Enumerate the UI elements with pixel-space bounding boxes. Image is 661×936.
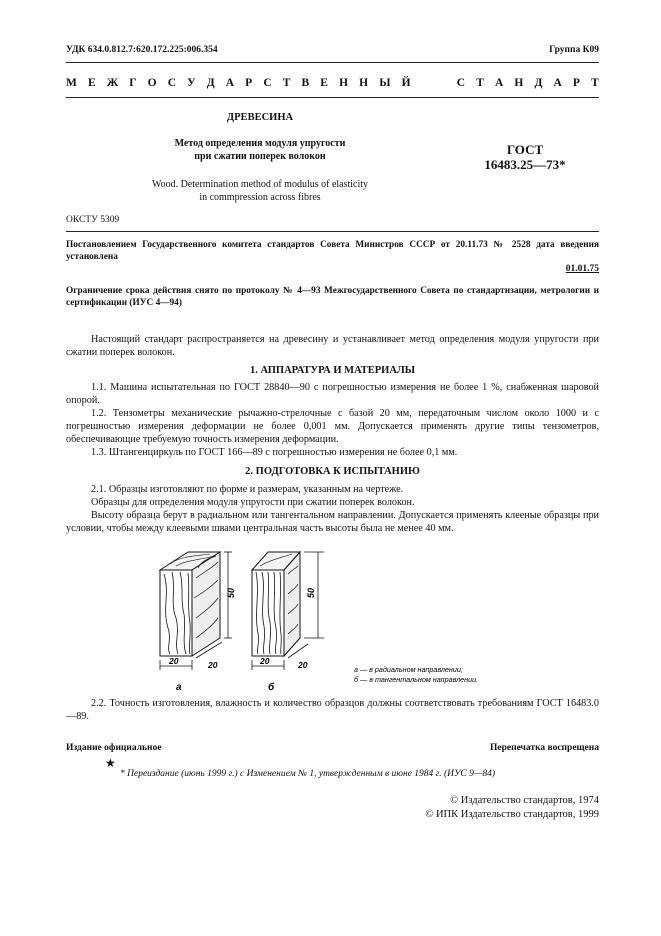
dim-depth-a: 20 <box>208 660 218 670</box>
group-code: Группа К09 <box>549 45 599 55</box>
reissue-note: * Переиздание (июнь 1999 г.) с Изменением № 1, утвержденным в июне 1984 г. (ИУС 9—84) <box>120 769 495 779</box>
banner-rule <box>66 97 599 98</box>
section1-body: 1.1. Машина испытательная по ГОСТ 28840—90 с погрешностью измерения не более 1 %, снабженная шаровой опорой. 1.2. Тензометры механические рычажно-стрелочные с базой 20 мм, передаточным числом около 1000 и с погрешностью измерения деформации не более 0,001 мм. Допускается применять другие типы тензометров, обеспечивающие требуемую точность измерения деформации. 1.3. Штангенциркуль по ГОСТ 166—89 с погрешностью измерения не более 0,1 мм. <box>66 382 599 458</box>
dim-height-b: 50 <box>306 587 316 598</box>
title-rule <box>66 231 599 232</box>
specimen-figure <box>140 548 520 698</box>
decree-text: Постановлением Государственного комитета стандартов Совета Министров СССР от 20.11.73 № 2528 дата введения установлена <box>66 240 599 262</box>
dim-height-a: 50 <box>226 587 236 598</box>
section1-heading: 1. АППАРАТУРА И МАТЕРИАЛЫ <box>249 365 416 376</box>
dim-width-a: 20 <box>169 656 179 666</box>
section2-final: 2.2. Точность изготовления, влажность и количество образцов должны соответствовать требованиям ГОСТ 16483.0—89. <box>66 698 599 722</box>
gost-number: ГОСТ 16483.25—73* <box>484 142 566 172</box>
limitation-text: Ограничение срока действия снято по протоколу № 4—93 Межгосударственного Совета по стандартизации, метрологии и сертификации (ИУС 4—94) <box>66 286 599 308</box>
label-b: б <box>268 682 275 693</box>
intro-paragraph: Настоящий стандарт распространяется на древесину и устанавливает метод определения модуля упругости при сжатии поперек волокон. <box>66 334 599 358</box>
legend-b: б — в тангентальном направлении. <box>354 675 479 684</box>
document-subject: ДРЕВЕСИНА <box>226 112 294 123</box>
copyright-1974: © Издательство стандартов, 1974 <box>450 795 599 806</box>
okstu-code: ОКСТУ 5309 <box>66 215 120 225</box>
specimen-b <box>252 552 300 656</box>
label-a: а <box>176 682 182 693</box>
standard-banner: М Е Ж Г О С У Д А Р С Т В Е Н Н Ы Й С Т А Н Д А Р Т <box>66 77 599 89</box>
star-icon: ★ <box>105 756 116 770</box>
official-edition: Издание официальное <box>66 743 162 753</box>
copyright-1999: © ИПК Издательство стандартов, 1999 <box>425 809 599 820</box>
header-rule <box>66 62 599 63</box>
decree-date: 01.01.75 <box>565 264 599 274</box>
dim-width-b: 20 <box>260 656 270 666</box>
section2-body: 2.1. Образцы изготовляют по форме и размерам, указанным на чертеже. Образцы для определения модуля упругости при сжатии поперек волокон. Высоту образца берут в радиальном или тангентальном направлении. Допускается применять клееные образцы при условии, чтобы между клеевыми швами центральная часть высоты была не менее 40 мм. <box>66 484 599 534</box>
reprint-prohibited: Перепечатка воспрещена <box>489 743 599 753</box>
section2-heading: 2. ПОДГОТОВКА К ИСПЫТАНИЮ <box>245 466 420 477</box>
udc-code: УДК 634.0.812.7:620.172.225:006.354 <box>66 45 218 55</box>
specimen-a <box>160 552 220 656</box>
document-title-en: Wood. Determination method of modulus of elasticity in commpression across fibres <box>151 179 369 203</box>
dim-depth-b: 20 <box>298 660 308 670</box>
legend-a: а — в радиальном направлении; <box>354 665 463 674</box>
document-title-ru: Метод определения модуля упругости при сжатии поперек волокон <box>174 138 346 162</box>
